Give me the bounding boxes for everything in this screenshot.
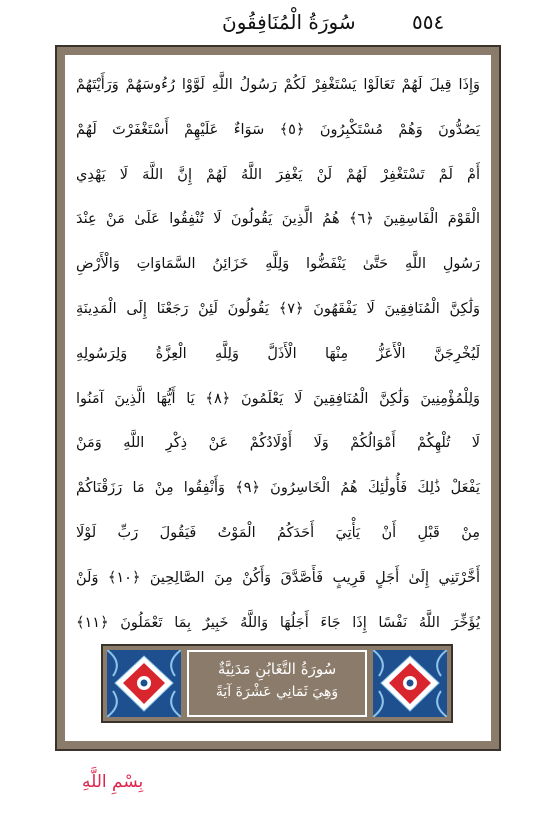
banner-title-box bbox=[187, 650, 367, 717]
text-line: وَلَٰكِنَّ الْمُنَافِقِينَ لَا يَفْقَهُونَ ﴿٧﴾ يَقُولُونَ لَئِنْ رَجَعْنَا إِلَى الْمَدِينَةِ bbox=[76, 300, 480, 317]
page-number: ٥٥٤ bbox=[412, 10, 445, 34]
text-line: يَفْعَلْ ذَٰلِكَ فَأُولَٰئِكَ هُمُ الْخَاسِرُونَ ﴿٩﴾ وَأَنْفِقُوا مِنْ مَا رَزَقْنَاكُمْ bbox=[76, 480, 480, 497]
text-line: لَا تُلْهِكُمْ أَمْوَالُكُمْ وَلَا أَوْلَادُكُمْ عَنْ ذِكْرِ اللَّهِ وَمَنْ bbox=[76, 435, 480, 452]
text-line: لَيُخْرِجَنَّ الْأَعَزُّ مِنْهَا الْأَذَلَّ وَلِلَّهِ الْعِزَّةُ وَلِرَسُولِهِ bbox=[76, 345, 480, 362]
banner-verse-count: وَهِيَ ثَمَانِي عَشْرَةَ آيَةً bbox=[215, 684, 339, 700]
basmala-catchword: بِسْمِ اللَّهِ bbox=[82, 772, 144, 792]
text-line: أَمْ لَمْ تَسْتَغْفِرْ لَهُمْ لَنْ يَغْفِرَ اللَّهُ لَهُمْ إِنَّ اللَّهَ لَا يَهْدِي bbox=[76, 166, 480, 183]
text-line: وَلِلْمُؤْمِنِينَ وَلَٰكِنَّ الْمُنَافِقِينَ لَا يَعْلَمُونَ ﴿٨﴾ يَا أَيُّهَا الَّذِينَ آمَنُوا bbox=[76, 390, 481, 407]
text-line: أَخَّرْتَنِي إِلَىٰ أَجَلٍ قَرِيبٍ فَأَصَّدَّقَ وَأَكُنْ مِنَ الصَّالِحِينَ ﴿١٠﴾ وَلَنْ bbox=[76, 569, 480, 586]
verse-text bbox=[72, 63, 484, 645]
text-line: رَسُولِ اللَّهِ حَتَّىٰ يَنْفَضُّوا وَلِلَّهِ خَزَائِنُ السَّمَاوَاتِ وَالْأَرْضِ bbox=[76, 256, 480, 273]
text-panel bbox=[65, 55, 491, 741]
banner-surah-name: سُورَةُ التَّغَابُنِ مَدَنِيَّةٌ bbox=[217, 660, 337, 678]
text-line: الْقَوْمَ الْفَاسِقِينَ ﴿٦﴾ هُمُ الَّذِينَ يَقُولُونَ لَا تُنْفِقُوا عَلَىٰ مَنْ عِنْدَ bbox=[76, 211, 481, 228]
text-line: وَإِذَا قِيلَ لَهُمْ تَعَالَوْا يَسْتَغْفِرْ لَكُمْ رَسُولُ اللَّهِ لَوَّوْا رُءُوسَهُمْ وَرَأَيْتَهُمْ bbox=[76, 77, 480, 93]
surah-banner bbox=[101, 644, 453, 723]
surah-title: سُورَةُ الْمُنَافِقُونَ bbox=[222, 10, 356, 34]
text-line: مِنْ قَبْلِ أَنْ يَأْتِيَ أَحَدَكُمُ الْمَوْتُ فَيَقُولَ رَبِّ لَوْلَا bbox=[76, 524, 480, 541]
text-line: يَصُدُّونَ وَهُمْ مُسْتَكْبِرُونَ ﴿٥﴾ سَوَاءٌ عَلَيْهِمْ أَسْتَغْفَرْتَ لَهُمْ bbox=[76, 121, 480, 138]
text-line: يُؤَخِّرَ اللَّهُ نَفْسًا إِذَا جَاءَ أَجَلُهَا وَاللَّهُ خَبِيرٌ بِمَا تَعْمَلُونَ ﴿١١﴾ bbox=[76, 614, 480, 631]
page-frame bbox=[55, 45, 501, 751]
ornament-right bbox=[373, 650, 447, 717]
page-header bbox=[0, 0, 550, 44]
ornament-left bbox=[107, 650, 181, 717]
